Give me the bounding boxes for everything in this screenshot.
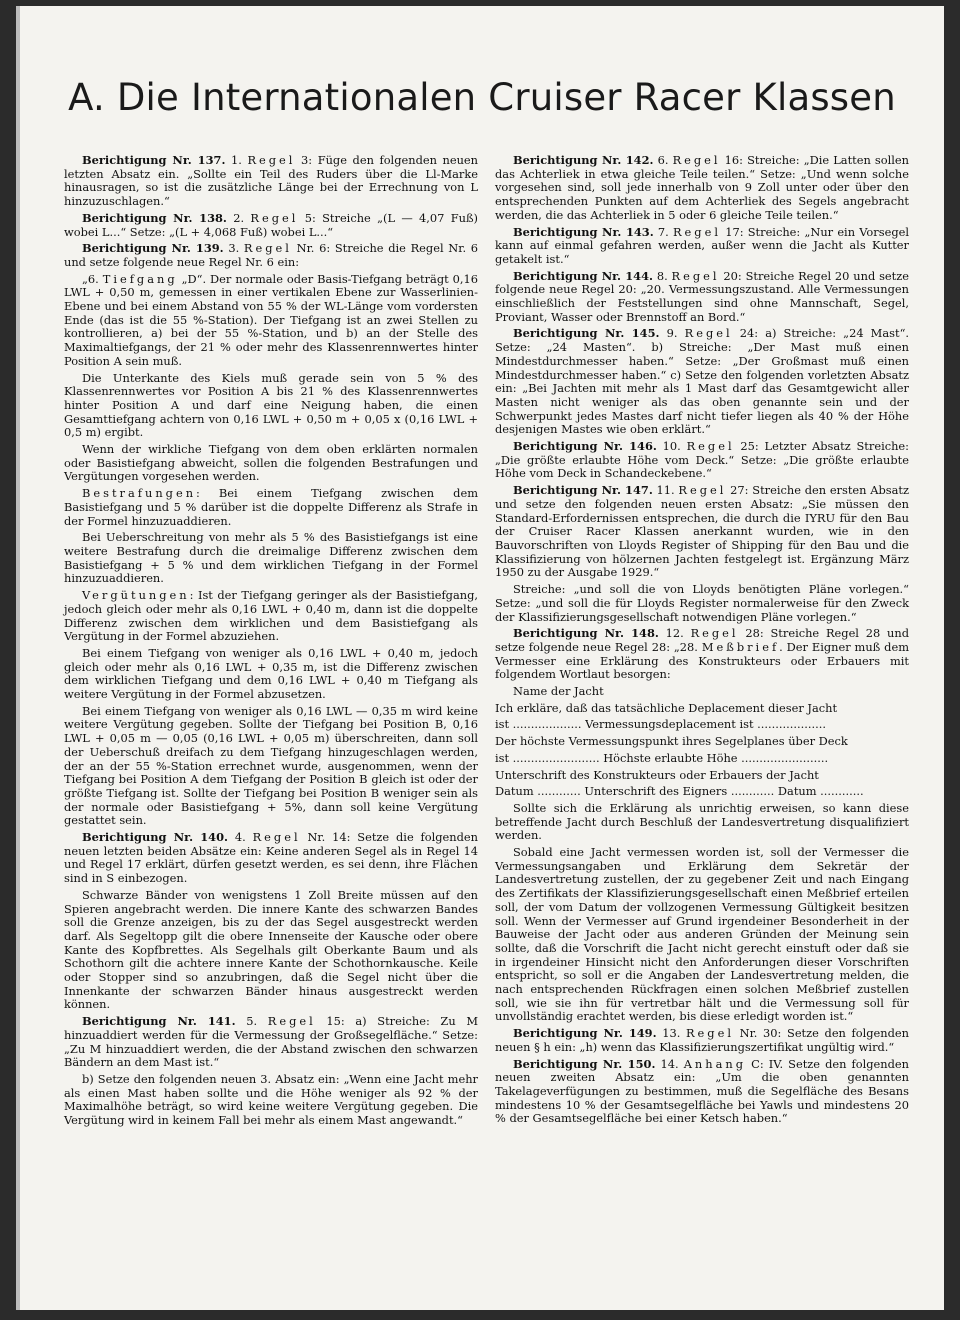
paragraph: Berichtigung Nr. 137. 1. Regel 3: Füge den folgenden neuen letzten Absatz ein. „Sollte ein Teil des Ruders über die Ll-Marke hinausragen, so ist die zusätzliche Länge bei der Errechnung von L hinzuzuschlagen.“ [64, 153, 479, 209]
paragraph: Berichtigung Nr. 139. 3. Regel Nr. 6: Streiche die Regel Nr. 6 und setze folgende neue Regel Nr. 6 ein: [64, 241, 479, 269]
form-line: Name der Jacht [513, 684, 604, 699]
left-text-column [64, 154, 478, 1131]
paragraph: Berichtigung Nr. 143. 7. Regel 17: Streiche: „Nur ein Vorsegel kann auf einmal gefahren werden, außer wenn die Jacht als Kutter getakelt ist.“ [495, 224, 909, 266]
form-line: Ich erkläre, daß das tatsächliche Deplacement dieser Jacht [495, 700, 838, 715]
paragraph: Die Unterkante des Kiels muß gerade sein von 5 % des Klassenrennwertes vor Position A bis 21 % des Klassenrennwertes hinter Position A und darf eine Neigung haben, die einen Gesamttiefgang achtern von 0,16 LWL + 0,50 m + 0,05 x (0,16 LWL + 0,5 m) ergibt. [64, 370, 478, 440]
paragraph: Bei Ueberschreitung von mehr als 5 % des Basistiefgangs ist eine weitere Bestrafung durch die dreimalige Differenz zwischen dem Basistiefgang + 5 % und dem wirklichen Tiefgang in der Formel hinzuzuaddieren. [64, 530, 478, 586]
paragraph: Sollte sich die Erklärung als unrichtig erweisen, so kann diese betreffende Jacht durch Beschluß der Landesvertretung disqualifiziert werden. [495, 800, 909, 843]
paragraph: Berichtigung Nr. 147. 11. Regel 27: Streiche den ersten Absatz und setze den folgenden neuen ersten Absatz: „Sie müssen den Standard-Erfordernissen entsprechen, die durch die IYRU für den Bau der Cruiser Racer Klassen anerkannt wurden, wie in den Bauvorschriften von Lloyds Register of Shipping für den Bau und die Klassifizierung von hölzernen Jachten festgelegt ist. Ergänzung März 1950 zu der Ausgabe 1929.“ [495, 483, 909, 580]
paragraph: Sobald eine Jacht vermessen worden ist, soll der Vermesser die Vermessungsangaben und Erklärung dem Sekretär der Landesvertretung zustellen, der zu gegebener Zeit und nach Eingang des Zertifikats der Klassifizierungsgesellschaft einen Meßbrief erteilen soll, der vom Datum der vollzogenen Vermessung Gültigkeit besitzen soll. Wenn der Vermesser auf Grund irgendeiner Besonderheit in der Bauweise der Jacht oder aus anderen Gründen der Meinung sein sollte, daß die Vorschrift die Jacht nicht gerecht einstuft oder daß sie in irgendeiner Hinsicht nicht den Anforderungen dieser Vorschriften entspricht, so soll er die Angaben der Landesvertretung melden, die nach entsprechenden Rückfragen einen solchen Meßbrief zustellen soll, wie sie ihn für vertretbar hält und die Vermessung soll für unvollständig erachtet werden, bis diese erledigt worden ist.“ [495, 845, 909, 1024]
paragraph: Berichtigung Nr. 140. 4. Regel Nr. 14: Setze die folgenden neuen letzten beiden Absätze ein: Keine anderen Segel als in Regel 14 und Regel 17 erklärt, dürfen gesetzt werden, es sei denn, ihre Flächen sind in S einbezogen. [64, 830, 479, 886]
paragraph: Vergütungen: Ist der Tiefgang geringer als der Basistiefgang, jedoch gleich oder mehr als 0,16 LWL + 0,40 m, dann ist die doppelte Differenz zwischen dem wirklichen und dem Basistiefgang als Vergütung in der Formel abzuziehen. [64, 588, 478, 644]
paragraph: Berichtigung Nr. 142. 6. Regel 16: Streiche: „Die Latten sollen das Achterliek in etwa gleiche Teile teilen.“ Setze: „Und wenn solche vorgesehen sind, soll jede innerhalb von 9 Zoll unter oder über den entsprechenden Punkten auf dem Achterliek des Segels angebracht werden, die das Achterliek in 5 oder 6 gleiche Teile teilen.“ [495, 153, 909, 222]
form-line: ist ........................ Höchste erlaubte Höhe ........................ [495, 750, 829, 765]
paragraph: Bei einem Tiefgang von weniger als 0,16 LWL — 0,35 m wird keine weitere Vergütung gegeben. Sollte der Tiefgang bei Position B, 0,16 LWL + 0,05 m — 0,05 (0,16 LWL + 0,05 m) überschreiten, dann soll der Ueberschuß dreifach zu dem Tiefgang hinzugeschlagen werden, der an der 55 %-Station errechnet wurde, ausgenommen, wenn der Tiefgang bei Position A dem Tiefgang der Position B gleich ist oder der größte Tiefgang ist. Sollte der Tiefgang bei Position B weniger sein als der normale oder Basistiefgang + 5%, dann soll keine Vergütung gestattet sein. [64, 703, 478, 828]
page-title: A. Die Internationalen Cruiser Racer Klassen [68, 76, 896, 119]
form-line: ist ................... Vermessungsdeplacement ist ................... [495, 717, 826, 732]
form-line: Unterschrift des Konstrukteurs oder Erbauers der Jacht [495, 767, 819, 782]
document-page [16, 6, 944, 1310]
paragraph: Schwarze Bänder von wenigstens 1 Zoll Breite müssen auf den Spieren angebracht werden. Die innere Kante des schwarzen Bandes soll die Grenze anzeigen, bis zu der das Segel ausgestreckt werden darf. Als Segeltopp gilt die obere Innenseite der Kausche oder obere Kante des Kopfbrettes. Als Segelhals gilt Oberkante Baum und als Schothorn gilt die achtere innere Kante der Schothornkausche. Keile oder Stopper sind so anzubringen, daß die Segel nicht über die Innenkante der schwarzen Bänder hinaus ausgestreckt werden können. [64, 887, 478, 1012]
paragraph: „6. Tiefgang „D“. Der normale oder Basis-Tiefgang beträgt 0,16 LWL + 0,50 m, gemessen in einer vertikalen Ebene zur Wasserlinien-Ebene und bei einem Abstand von 55 % der WL-Länge vom vordersten Ende (das ist die 55 %-Station). Der Tiefgang ist an zwei Stellen zu kontrollieren, a) bei der 55 %-Station, und b) an der Stelle des Maximaltiefgangs, der 21 % oder mehr des Klassenrennwertes hinter Position A sein muß. [64, 271, 479, 368]
form-line: Der höchste Vermessungspunkt ihres Segelplanes über Deck [495, 734, 848, 749]
paragraph: Berichtigung Nr. 149. 13. Regel Nr. 30: Setze den folgenden neuen § h ein: „h) wenn das Klassifizierungszertifikat ungültig wird.“ [495, 1026, 909, 1054]
paragraph: Streiche: „und soll die von Lloyds benötigten Pläne vorlegen.“ Setze: „und soll die für Lloyds Register normalerweise für den Zweck der Klassifizierungsgesellschaft notwendigen Pläne vorlegen.“ [495, 582, 909, 624]
paragraph: Berichtigung Nr. 148. 12. Regel 28: Streiche Regel 28 und setze folgende neue Regel 28: „28. Meßbrief. Der Eigner muß dem Vermesser eine Erklärung des Konstrukteurs oder Erbauers mit folgendem Wortlaut besorgen: [495, 626, 909, 682]
paragraph: Bestrafungen: Bei einem Tiefgang zwischen dem Basistiefgang und 5 % darüber ist die doppelte Differenz als Strafe in der Formel hinzuzuaddieren. [64, 486, 478, 528]
right-text-column [495, 154, 909, 1129]
paragraph: Berichtigung Nr. 144. 8. Regel 20: Streiche Regel 20 und setze folgende neue Regel 20: „20. Vermessungszustand. Alle Vermessungen einschließlich der Feststellungen sind ohne Mannschaft, Segel, Proviant, Wasser oder Brennstoff an Bord.“ [495, 268, 909, 324]
paragraph: Berichtigung Nr. 138. 2. Regel 5: Streiche „(L — 4,07 Fuß) wobei L...“ Setze: „(L + 4,068 Fuß) wobei L...“ [64, 210, 478, 239]
paragraph: Berichtigung Nr. 141. 5. Regel 15: a) Streiche: Zu M hinzuaddiert werden für die Vermessung der Großsegelfläche.“ Setze: „Zu M hinzuaddiert werden, die der Abstand zwischen den schwarzen Bändern an dem Mast ist.“ [64, 1014, 478, 1070]
paragraph: Berichtigung Nr. 145. 9. Regel 24: a) Streiche: „24 Mast“. Setze: „24 Masten“. b) Streiche: „Der Mast muß einen Mindestdurchmesser haben.“ Setze: „Der Großmast muß einen Mindestdurchmesser haben.“ c) Setze den folgenden vorletzten Absatz ein: „Bei Jachten mit mehr als 1 Mast darf das Gesamtgewicht aller Masten nicht weniger als das oben genannte sein und der Schwerpunkt jedes Mastes darf nicht tiefer liegen als 40 % der Höhe desjenigen Mastes wie oben erklärt.“ [495, 326, 910, 437]
form-line: Datum ............ Unterschrift des Eigners ............ Datum ............ [495, 784, 864, 799]
paragraph: Berichtigung Nr. 146. 10. Regel 25: Letzter Absatz Streiche: „Die größte erlaubte Höhe vom Deck.“ Setze: „Die größte erlaubte Höhe vom Deck in Schandeckebene.“ [495, 439, 910, 481]
paragraph: b) Setze den folgenden neuen 3. Absatz ein: „Wenn eine Jacht mehr als einen Mast haben sollte und die Höhe weniger als 92 % der Maximalhöhe beträgt, so wird keine weitere Vergütung gegeben. Die Vergütung wird in keinem Fall bei mehr als einem Mast angewandt.“ [64, 1072, 478, 1128]
paragraph: Bei einem Tiefgang von weniger als 0,16 LWL + 0,40 m, jedoch gleich oder mehr als 0,16 LWL + 0,35 m, ist die Differenz zwischen dem wirklichen Tiefgang und dem 0,16 LWL + 0,40 m Tiefgang als weitere Vergütung in der Formel abzusetzen. [64, 645, 478, 702]
paragraph: Berichtigung Nr. 150. 14. Anhang C: IV. Setze den folgenden neuen zweiten Absatz ein: „Um die oben genannten Takelageverfügungen zu bestimmen, muß die Segelfläche des Besans mindestens 10 % der Gesamtsegelfläche bei Yawls und mindestens 20 % der Gesamtsegelfläche bei einer Ketsch haben.“ [495, 1056, 910, 1126]
paragraph: Wenn der wirkliche Tiefgang von dem oben erklärten normalen oder Basistiefgang abweicht, sollen die folgenden Bestrafungen und Vergütungen vorgesehen werden. [64, 442, 478, 484]
